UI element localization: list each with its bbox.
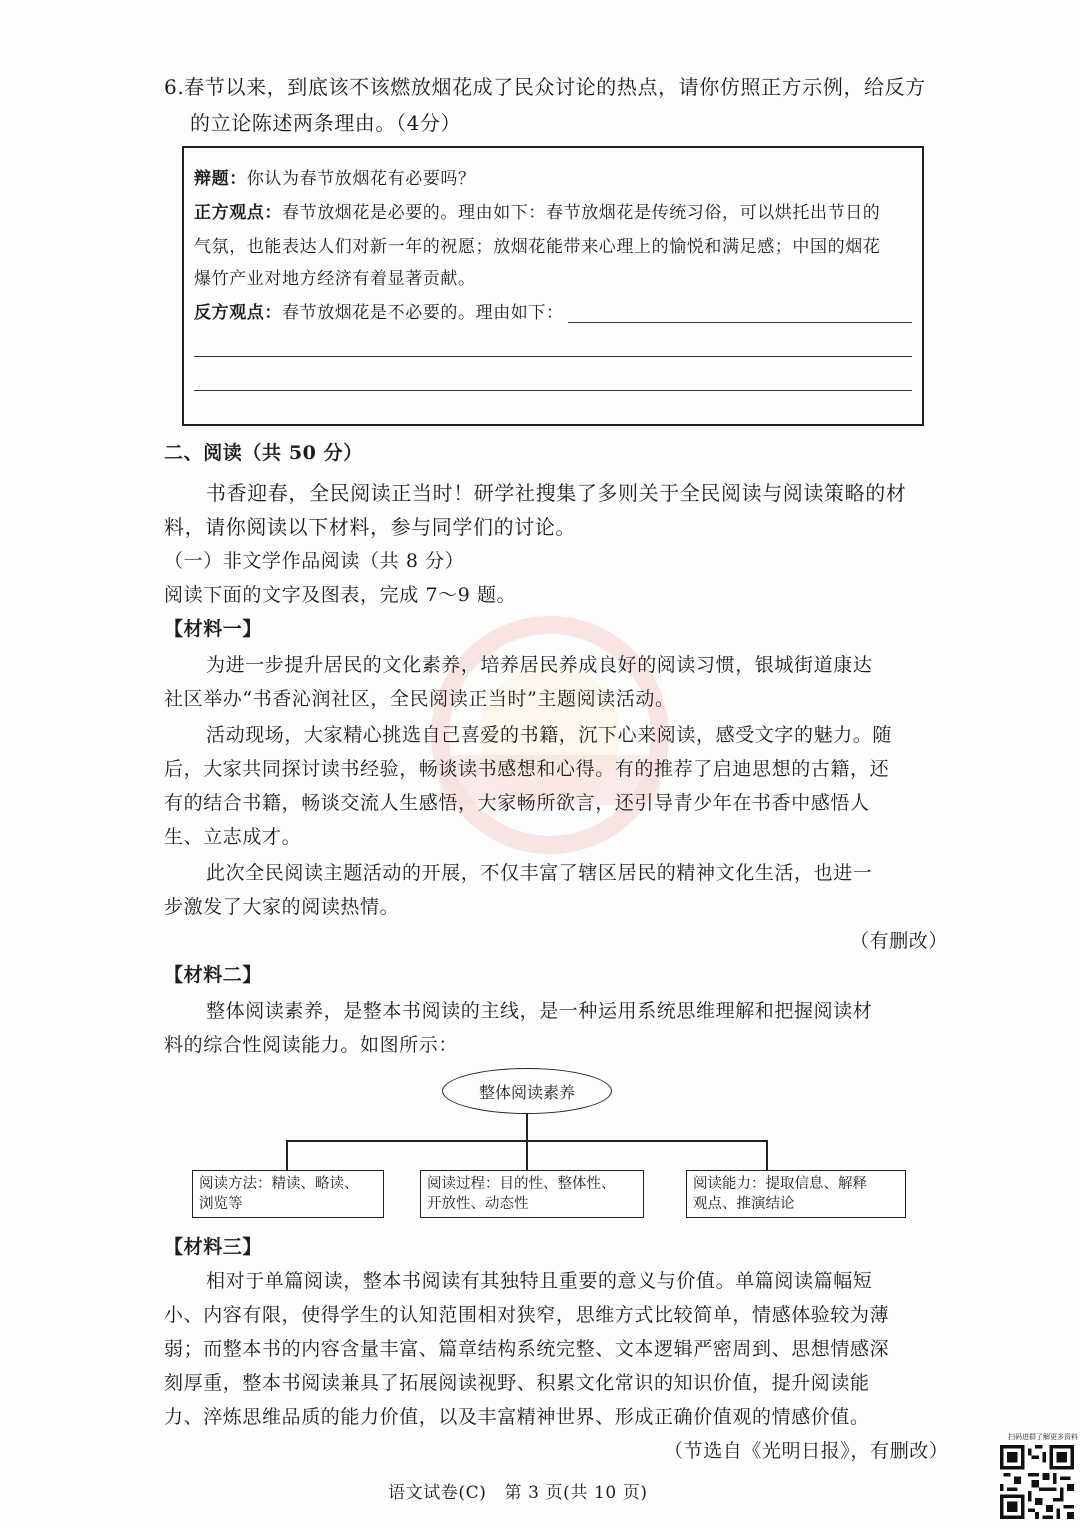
m2-title: 【材料二】: [164, 964, 263, 986]
section2-intro1: 书香迎春，全民阅读正当时！研学社搜集了多则关于全民阅读与阅读策略的材: [206, 481, 907, 505]
section2-instruction: 阅读下面的文字及图表，完成 7～9 题。: [164, 584, 517, 606]
reading-literacy-diagram: [190, 1066, 867, 1226]
con-label: 反方观点：: [194, 303, 282, 323]
process-line1: 阅读过程：目的性、整体性、: [427, 1176, 616, 1192]
qr-caption: 扫码进群了解更多资料: [1008, 1433, 1078, 1441]
answer-line-2[interactable]: [194, 356, 912, 357]
answer-line-3[interactable]: [194, 390, 912, 391]
pro-line2: 气氛，也能表达人们对新一年的祝愿；放烟花能带来心理上的愉悦和满足感；中国的烟花: [194, 237, 881, 257]
debate-box: [182, 146, 924, 426]
m3-l1: 相对于单篇阅读，整本书阅读有其独特且重要的意义与价值。单篇阅读篇幅短: [206, 1270, 873, 1292]
diagram-box-method: [192, 1170, 384, 1218]
ability-line1: 阅读能力：提取信息、解释: [693, 1176, 867, 1192]
con-line: [194, 300, 564, 326]
m1-title: 【材料一】: [164, 618, 263, 640]
pro-label: 正方观点：: [194, 203, 282, 223]
section2-intro2: 料，请你阅读以下材料，参与同学们的讨论。: [164, 515, 576, 539]
diagram-root: 整体阅读素养: [442, 1068, 612, 1114]
answer-line-1[interactable]: [568, 322, 912, 323]
m3-l4: 刻厚重，整本书阅读兼具了拓展阅读视野、积累文化常识的知识价值，提升阅读能: [164, 1372, 870, 1394]
connector-mid: [526, 1140, 528, 1170]
m1-p3-l2: 步激发了大家的阅读热情。: [164, 896, 400, 918]
m1-source: （有删改）: [850, 930, 949, 952]
m3-l2: 小、内容有限，使得学生的认知范围相对狭窄，思维方式比较简单，情感体验较为薄: [164, 1304, 890, 1326]
con-text: 春节放烟花是不必要的。理由如下：: [282, 303, 564, 323]
process-line2: 开放性、动态性: [427, 1196, 529, 1212]
m3-l3: 弱；而整本书的内容含量丰富、篇章结构系统完整、文本逻辑严密周到、思想情感深: [164, 1338, 890, 1360]
pro-line1: [194, 200, 880, 226]
diagram-box-ability: [686, 1170, 906, 1218]
method-line1: 阅读方法：精读、略读、: [199, 1176, 359, 1192]
method-line2: 浏览等: [199, 1196, 243, 1212]
q6-line1: 6.春节以来，到底该不该燃放烟花成了民众讨论的热点，请你仿照正方示例，给反方: [164, 75, 926, 99]
m1-p1-l2: 社区举办“书香沁润社区，全民阅读正当时”主题阅读活动。: [164, 688, 675, 710]
m1-p2-l2: 后，大家共同探讨读书经验，畅谈读书感想和心得。有的推荐了启迪思想的古籍，还: [164, 758, 890, 780]
m1-p2-l4: 生、立志成才。: [164, 826, 302, 848]
m3-title: 【材料三】: [164, 1236, 263, 1258]
topic-label: 辩题：: [194, 169, 247, 189]
connector-root: [526, 1114, 528, 1140]
topic-text: 你认为春节放烟花有必要吗？: [246, 169, 476, 189]
m3-source: （节选自《光明日报》，有删改）: [664, 1440, 949, 1462]
section2-sub1: （一）非文学作品阅读（共 8 分）: [164, 550, 465, 572]
connector-left: [286, 1140, 288, 1170]
m1-p2-l1: 活动现场，大家精心挑选自己喜爱的书籍，沉下心来阅读，感受文字的魅力。随: [206, 724, 893, 746]
m1-p3-l1: 此次全民阅读主题活动的开展，不仅丰富了辖区居民的精神文化生活，也进一: [206, 862, 873, 884]
diagram-box-process: [420, 1170, 644, 1218]
debate-topic: [194, 166, 476, 192]
section2-title: 二、阅读（共 50 分）: [164, 442, 363, 464]
pro-text1: 春节放烟花是必要的。理由如下：春节放烟花是传统习俗，可以烘托出节日的: [282, 203, 881, 223]
m3-l5: 力、淬炼思维品质的能力价值，以及丰富精神世界、形成正确价值观的情感价值。: [164, 1406, 870, 1428]
connector-right: [766, 1140, 768, 1170]
ability-line2: 观点、推演结论: [693, 1196, 795, 1212]
pro-line3: 爆竹产业对地方经济有着显著贡献。: [194, 269, 476, 289]
m1-p2-l3: 有的结合书籍，畅谈交流人生感悟，大家畅所欲言，还引导青少年在书香中感悟人: [164, 792, 870, 814]
qr-code-icon[interactable]: [1000, 1445, 1074, 1519]
q6-line2: 的立论陈述两条理由。（4分）: [190, 111, 462, 135]
m2-p1-l1: 整体阅读素养，是整本书阅读的主线，是一种运用系统思维理解和把握阅读材: [206, 1000, 873, 1022]
page-footer: 语文试卷(C) 第 3 页(共 10 页): [388, 1483, 648, 1503]
m1-p1-l1: 为进一步提升居民的文化素养，培养居民养成良好的阅读习惯，银城街道康达: [206, 654, 873, 676]
m2-p1-l2: 料的综合性阅读能力。如图所示：: [164, 1034, 459, 1056]
